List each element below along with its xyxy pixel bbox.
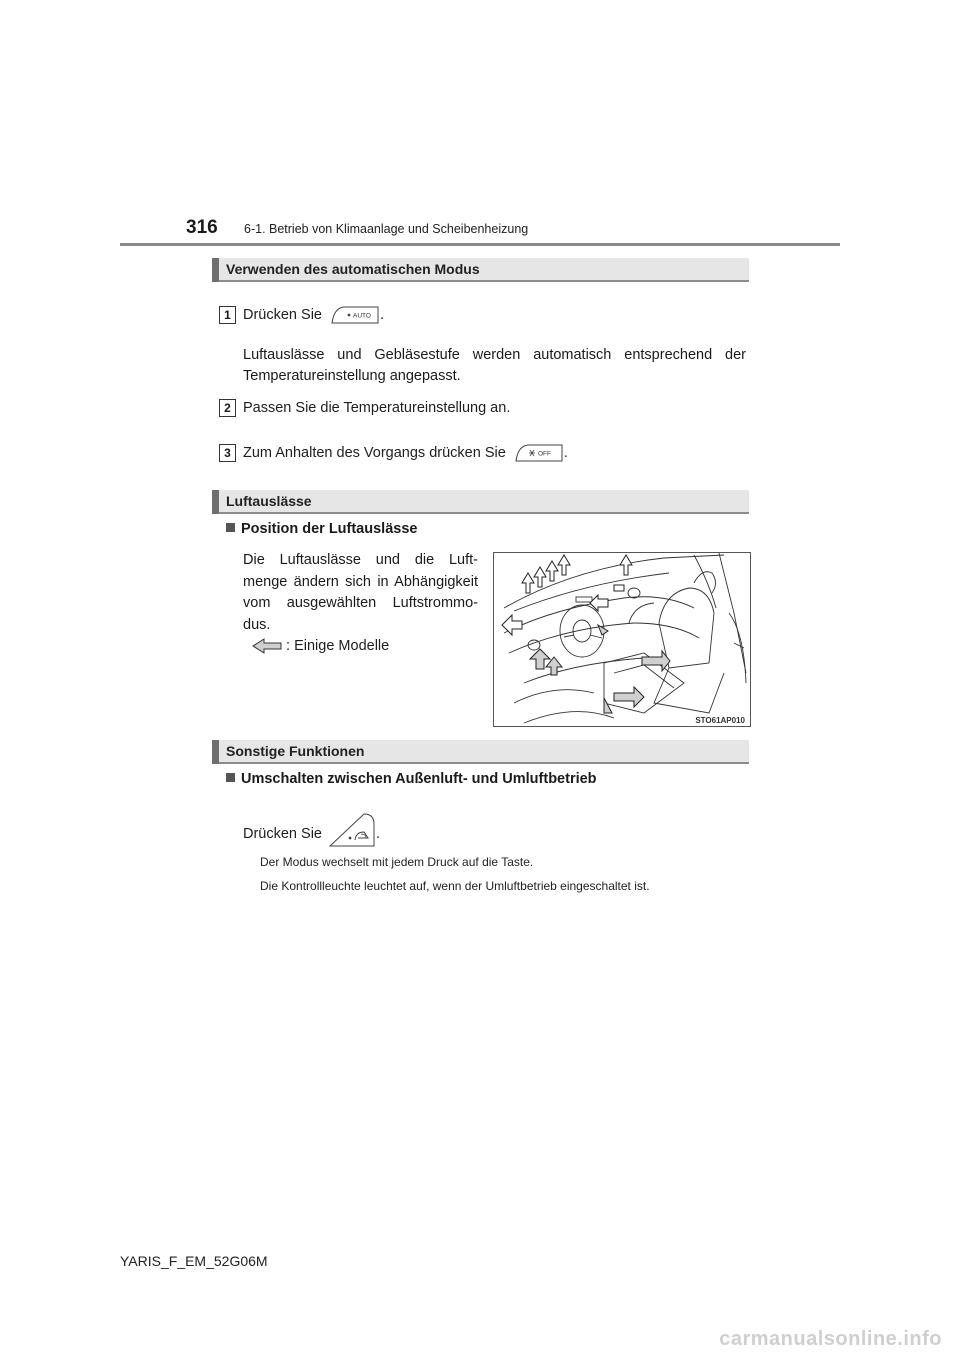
section-title: Verwenden des automatischen Modus xyxy=(226,261,480,277)
step1-suffix: . xyxy=(380,306,385,323)
subheading-text: Position der Luftauslässe xyxy=(241,521,418,537)
outlets-paragraph xyxy=(243,550,478,636)
subheading-outlet-position xyxy=(226,521,417,537)
section-title: Luftauslässe xyxy=(226,493,312,509)
step-badge-1: 1 xyxy=(219,306,236,324)
step1-paragraph xyxy=(243,345,746,387)
off-button-label: OFF xyxy=(537,450,551,458)
square-bullet-icon xyxy=(226,523,235,532)
figure-air-outlets xyxy=(493,552,751,727)
subheading-text: Umschalten zwischen Außenluft- und Umluftbetrieb xyxy=(241,771,597,787)
legend-row xyxy=(252,637,389,655)
step2-text: Passen Sie die Temperatureinstellung an. xyxy=(243,400,511,416)
recirc-line xyxy=(243,812,380,848)
gray-arrow-icon xyxy=(252,637,282,655)
outlets-line3: vom ausgewählten Luftstrommo- xyxy=(243,595,478,611)
step-badge-2: 2 xyxy=(219,399,236,417)
step1-paragraph-line2: Temperatureinstellung angepasst. xyxy=(243,368,461,384)
off-button-icon xyxy=(514,443,564,463)
auto-button-label: AUTO xyxy=(353,312,371,320)
step1-line xyxy=(243,305,384,325)
subheading-recirculation xyxy=(226,771,597,787)
header-rule xyxy=(120,243,840,246)
section-heading-other xyxy=(212,740,749,764)
legend-text: : Einige Modelle xyxy=(286,637,390,654)
note-1: Der Modus wechselt mit jedem Druck auf die Taste. xyxy=(260,855,534,869)
auto-button-icon xyxy=(330,305,380,325)
recirculation-button-icon xyxy=(328,812,376,848)
step-badge-3: 3 xyxy=(219,444,236,462)
watermark: carmanualsonline.info xyxy=(719,1328,942,1350)
note-2: Die Kontrollleuchte leuchtet auf, wenn der Umluftbetrieb eingeschaltet ist. xyxy=(260,879,650,893)
chapter-title: 6-1. Betrieb von Klimaanlage und Scheibenheizung xyxy=(244,222,529,236)
section-bar xyxy=(212,490,219,514)
section-bar xyxy=(212,740,219,764)
car-interior-illustration xyxy=(494,553,750,726)
section-bar xyxy=(212,258,219,282)
section-heading-outlets xyxy=(212,490,749,514)
square-bullet-icon xyxy=(226,773,235,782)
figure-code: STO61AP010 xyxy=(695,716,745,725)
step1-paragraph-line1: Luftauslässe und Gebläsestufe werden automatisch entsprechend der xyxy=(243,347,746,363)
step1-prefix: Drücken Sie xyxy=(243,306,322,323)
outlets-line1: Die Luftauslässe und die Luft- xyxy=(243,552,478,568)
step3-suffix: . xyxy=(563,444,568,461)
outlets-line4: dus. xyxy=(243,616,271,633)
page-number: 316 xyxy=(186,217,218,238)
footer-code: YARIS_F_EM_52G06M xyxy=(120,1253,268,1269)
outlets-line2: menge ändern sich in Abhängigkeit xyxy=(243,573,478,590)
recirc-prefix: Drücken Sie xyxy=(243,826,322,842)
step3-prefix: Zum Anhalten des Vorgangs drücken Sie xyxy=(243,444,506,461)
section-heading-auto-mode xyxy=(212,258,749,282)
recirc-suffix: . xyxy=(376,826,381,842)
section-title: Sonstige Funktionen xyxy=(226,743,365,759)
step3-line xyxy=(243,443,568,463)
